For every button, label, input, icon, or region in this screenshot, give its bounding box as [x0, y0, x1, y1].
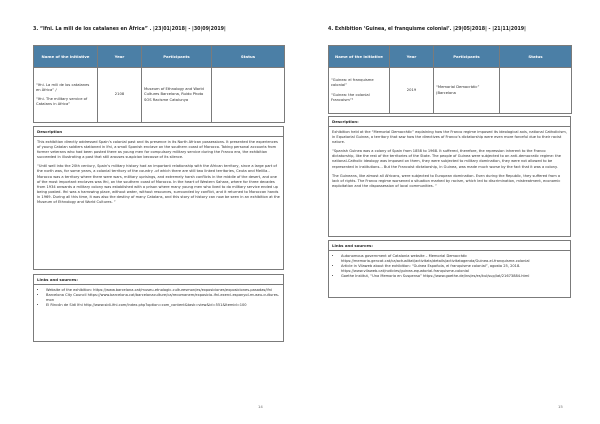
description-quote-continued: The Guineans, like almost all Africans, were subjected to European domination. Even during the Republic, they suffered from a lack of rights. The Franco regime worsened a situation marked by racism, which led to discrimination, mistreatment, economic exploitation and the dispossession of local communities. ” [332, 173, 561, 188]
cell-participants: Museum of Ethnology and World Cultures Barcelona, Ruido Photo SOS Racisme Catalunya [142, 68, 212, 123]
header-status: Status [500, 46, 572, 68]
header-participants: Participants [434, 46, 500, 68]
link-item[interactable]: • Barcelona City Council https://www.barcelona.cat/barcelonaculture/ca/recomanem/exposicio-ifni-exerci-espanyol-museu-cultures-mon [46, 293, 280, 303]
header-participants: Participants [142, 46, 212, 68]
page-number: 15 [558, 404, 563, 409]
header-year: Year [98, 46, 142, 68]
header-year: Year [390, 46, 434, 68]
link-item[interactable]: • Autonomous government of Catalonia website – Memorial Democràtic https://memoria.gencat.cat/ca/actualitat/activitats/details/activitatagenda/Guinea-el-franquisme-colonial [341, 254, 567, 264]
initiative-table [328, 45, 572, 114]
links-label: Links and sources: [329, 241, 570, 251]
cell-year: 2108 [98, 68, 142, 123]
cell-status [500, 68, 572, 114]
cell-status [212, 68, 285, 123]
description-box [33, 126, 284, 270]
link-item[interactable]: • El Rincón de Sidi Ifni http://www.sidi-ifni.com/index.php?option=com_content&task=view&id=551&Itemid=100 [46, 303, 280, 308]
description-paragraph: Exhibition held at the “Memorial Democràtic” explaining how the Franco regime imposed its ideological axis, national Catholicism, in Equatorial Guinea, a territory that saw how the directives of Franco’s dictatorship were even more forceful due to their racist nature. [332, 130, 567, 145]
links-box [33, 274, 284, 342]
initiative-name-original: “Guinea: el franquisme colonial” [331, 78, 374, 88]
cell-name [329, 68, 390, 114]
description-label: Description [34, 127, 283, 137]
page-title: 4. Exhibition ‘Guinea, el franquisme colonial’. |29|05|2018| - |21|11|2019| [328, 27, 526, 32]
description-label: Description: [329, 117, 570, 127]
link-item[interactable]: • Goethe Institut, “Una Memoria en Suspenso” https://www.goethe.de/ins/es/es/kul/sup/lat/21673884.html [341, 274, 567, 279]
initiative-name-original: “Ifni. La mili de los catalanes en Àfrica” / [36, 82, 90, 92]
header-name: Name of the initiative [329, 46, 390, 68]
page-number: 14 [258, 404, 263, 409]
links-box [328, 240, 571, 298]
links-label: Links and sources: [34, 275, 283, 285]
page-title: 3. “Ifni. La mili de los catalanes en África” . |23|01|2018| - |30|09|2019| [33, 27, 226, 32]
description-paragraph: This exhibition directly addressed Spain’s colonial past and its presence in its North African possessions. It presented the experiences of young Catalan soldiers stationed in Ifni, a small Spanish enclave on the southern coast of Morocco. Taking personal accounts from former veterans who had been posted there as young men for compulsory military service during the Franco era, the exhibition succeeded in illustrating a past that still arouses suspicion because of its silence. [37, 140, 278, 160]
description-quote: “Spanish Guinea was a colony of Spain from 1858 to 1968. It suffered, therefore, the repression inherent to the Franco dictatorship, like the rest of the territories of the State. The people of Guinea were subjected to an anti-democratic regime: the national-Catholic ideology was imposed on them, they were subjected to military domination, they were not allowed to be represented in institutions... But the Francoist dictatorship, in Guinea, was made much worse by the fact that it was a colony. [332, 149, 561, 169]
header-name: Name of the initiative [34, 46, 98, 68]
cell-year: 2019 [390, 68, 434, 114]
cell-name [34, 68, 98, 123]
description-quote: “Until well into the 20th century, Spain’s military history had an important relationship with the African territory, since a large part of the north was, for some years, a colonial territory of the country -of which there are still two linked territories, Ceuta and Melilla-. Morocco was a territory where there were wars, military uprisings, and extremely harsh conflicts in the middle of the desert, and one of the most important enclaves was Ifni, on the southern coast of Morocco. In the heart of Western Sahara, where for three decades from 1934 onwards a military colony was established with a prison where many young men who lived to do military service ended up being posted. Ifni was a harrowing place, without water, without resources, surrounded by conflict, and it returned to Moroccan hands in 1969. During all this time, it was also the destiny of many Catalans, and this story of history can now be seen in an exhibition at the Museum of Ethnology and World Cultures. ” [37, 164, 280, 205]
header-status: Status [212, 46, 285, 68]
initiative-table [33, 45, 285, 123]
description-box [328, 116, 571, 237]
initiative-name-english: “Ifni. The military service of Catalans in Africa” [36, 97, 88, 107]
link-item[interactable]: • Website of the exhibition: https://www.barcelona.cat/museu-etnologic-culturesmon/es/exposiciones/exposiciones-pasadas/ifni [46, 288, 280, 293]
right-page [300, 0, 600, 424]
link-item[interactable]: • Article in Vilaweb about the exhibition: “Guinea Española, el franquisme colonial”, agosto 25, 2018. https://www.vilaweb.cat/noticies/guinea-equatorial-franquisme-colonial [341, 264, 567, 274]
initiative-name-english: “Guinea: the colonial Francoism”¹ [331, 92, 370, 102]
cell-participants: “Memorial Democràtic” (Barcelona [434, 68, 500, 114]
